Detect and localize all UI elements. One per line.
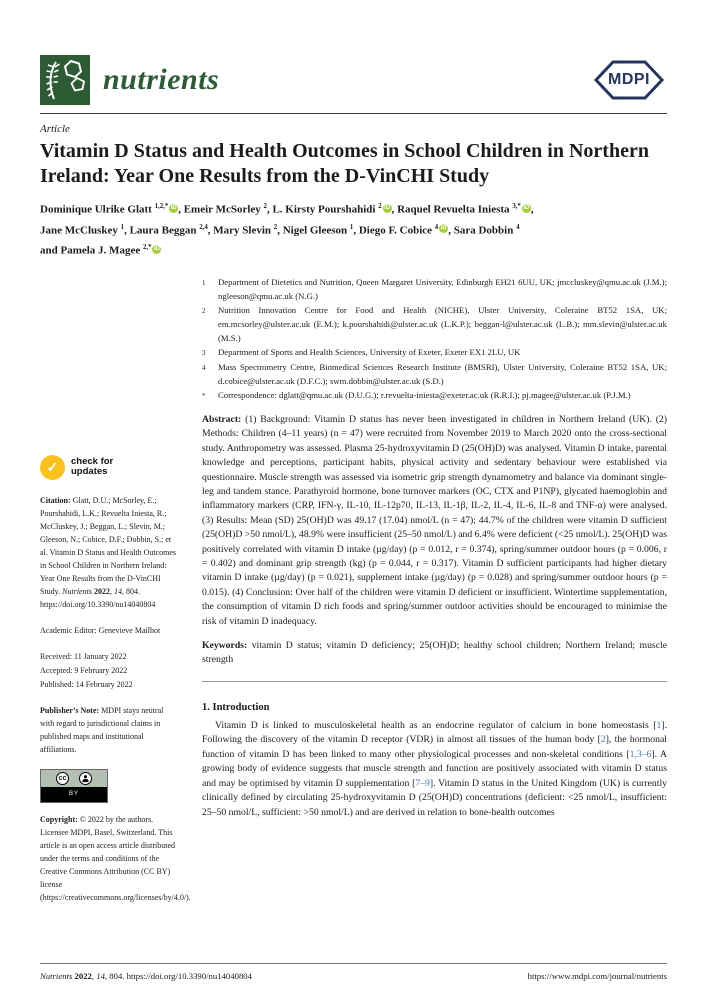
- check-icon: [40, 455, 65, 480]
- published-date: Published: 14 February 2022: [40, 679, 133, 689]
- orcid-icon[interactable]: iD: [153, 245, 160, 252]
- orcid-icon[interactable]: iD: [170, 204, 177, 211]
- journal-header: [40, 55, 667, 105]
- orcid-icon[interactable]: iD: [384, 204, 391, 211]
- check-for-updates-label: check for updates: [71, 456, 114, 478]
- cc-icons: [41, 770, 107, 787]
- left-sidebar: [40, 275, 191, 912]
- authors-line: Dominique Ulrike Glatt $^{1,2,*}$ iD , Emeir McSorley $^2$, L. Kirsty Pourshahidi $^2$ iD , Raquel Revuelta Iniesta $^{3,*}$ iD , Jane McCluskey $^1$, Laura Beggan $^{2,4}$, Mary Slevin $^2$, Nigel Gleeson $^1$, Diego F. Cobice $^4$ iD , Sara Dobbin $^4$ and Pamela J. Magee $^{2,*}$ iD: [40, 203, 534, 257]
- copyright-block: Copyright: © 2022 by the authors. Licensee MDPI, Basel, Switzerland. This article is an open access article distributed under the terms and conditions of the Creative Commons Attribution (CC BY) license (https://creativecommons.org/licenses/by/4.0/).: [40, 814, 191, 902]
- affiliation-number: 2: [202, 306, 206, 315]
- affiliation-item: 3 Department of Sports and Health Sciences, University of Exeter, Exeter EX1 2LU, UK: [202, 345, 667, 360]
- orcid-icon[interactable]: iD: [523, 204, 530, 211]
- publishers-note: Publisher’s Note: MDPI stays neutral with regard to jurisdictional claims in published maps and institutional affiliations.: [40, 705, 164, 754]
- reference-link[interactable]: 2: [600, 734, 606, 746]
- affiliation-item: 1 Department of Dietetics and Nutrition, Queen Margaret University, Edinburgh EH21 6UU, UK; jmccluskey@qmu.ac.uk (J.M.); ngleeson@qmu.ac.uk (N.G.): [202, 276, 667, 301]
- citation-block: Citation: Glatt, D.U.; McSorley, E.; Pourshahidi, L.K.; Revuelta Iniesta, R.; McCluskey, J.; Beggan, L.; Slevin, M.; Gleeson, N.; Cobice, D.F.; Dobbin, S.; et al. Vitamin D Status and Health Outcomes in School Children in Northern Ireland: Year One Results from the D-VinCHI Study. Nutrients 2022, 14, 804. https://doi.org/10.3390/nu14040804: [40, 495, 177, 609]
- footer-rule: [40, 963, 667, 964]
- footer-journal-url[interactable]: https://www.mdpi.com/journal/nutrients: [527, 971, 667, 981]
- affiliations-list: [202, 275, 667, 403]
- check-glyph: ✓: [46, 458, 59, 475]
- accepted-date: Accepted: 9 February 2022: [40, 665, 128, 675]
- received-date: Received: 11 January 2022: [40, 651, 127, 661]
- affiliation-item: 2 Nutrition Innovation Centre for Food and Health (NICHE), Ulster University, Coleraine BT52 1SA, UK; em.mcsorley@ulster.ac.uk (E.M.); k.pourshahidi@ulster.ac.uk (L.K.P.); beggan-l@ulster.ac.uk (L.B.); mm.slevin@ulster.ac.uk (M.S.): [202, 304, 667, 343]
- content-columns: [40, 275, 667, 912]
- affiliation-item: 4 Mass Spectrometry Centre, Biomedical Sciences Research Institute (BMSRI), Ulster University, Coleraine BT52 1SA, UK; d.cobice@ulster.ac.uk (D.F.C.); swm.dobbin@ulster.ac.uk (S.D.): [202, 361, 667, 386]
- reference-link[interactable]: 1,3–6: [629, 748, 652, 760]
- keywords-rule: [202, 681, 667, 682]
- cc-icon: cc: [56, 772, 69, 785]
- cc-by-label: BY: [41, 787, 107, 802]
- abstract: Abstract: (1) Background: Vitamin D status has never been investigated in children in Northern Ireland (UK). (2) Methods: Children (4–11 years) (n = 47) were recruited from November 2019 to March 2020 onto the cross-sectional study. Anthropometry was assessed. Plasma 25-hydroxyvitamin D (25(OH)D) was analysed. Vitamin D intake, parental knowledge and perceptions, participant habits, physical activity and sedentary behaviour were established via questionnaire. Muscle strength was assessed via isometric grip strength dynamometry and balance via dominant single-leg and tandem stance. Parathyroid hormone, bone turnover markers (OC, CTX and P1NP), glycated haemoglobin and inflammatory markers (CRP, IFN-γ, IL-10, IL-12p70, IL-13, IL-1β, IL-2, IL-4, IL-6, IL-8 and TNF-α) were analysed. (3) Results: Mean (SD) 25(OH)D was 49.17 (17.04) nmol/L (n = 47); 44.7% of the children were vitamin D sufficient (25(OH)D >50 nmol/L), 48.9% were insufficient (25–50 nmol/L) and 6.4% were deficient (<25 nmol/L). 25(OH)D was positively correlated with vitamin D intake (µg/day) (p = 0.012, r = 0.374), spring/summer outdoor hours (p = 0.006, r = 0.402) and dominant grip strength (kg) (p = 0.044, r = 0.317). Vitamin D sufficient participants had higher dietary vitamin D intake (µg/day) (p = 0.021), supplement intake (µg/day) (p = 0.028) and spring/summer outdoor hours (p = 0.015). (4) Conclusion: Over half of the children were vitamin D deficient or insufficient. Wintertime supplementation, the consumption of vitamin D rich foods and spring/summer outdoor activities should be encouraged to minimise the risk of vitamin D inadequacy.: [202, 413, 667, 627]
- footer-citation: Nutrients 2022, 14, 804. https://doi.org/10.3390/nu14040804: [40, 971, 252, 981]
- affiliation-number: 1: [202, 278, 206, 287]
- reference-link[interactable]: 1: [656, 719, 662, 731]
- introduction-paragraph: Vitamin D is linked to musculoskeletal health as an endocrine regulator of calcium in bone homeostasis [1]. Following the discovery of the vitamin D receptor (VDR) in almost all tissues of the human body [2], the hormonal function of vitamin D has been linked to many other physiological processes and non-skeletal conditions [1,3–6]. A growing body of evidence suggests that muscle strength and function are positively associated with vitamin D status and may be optimised by vitamin D supplementation [7–9]. Vitamin D status in the United Kingdom (UK) is currently clinically defined by circulating 25-hydroxyvitamin D (25(OH)D) concentrations (deficient: <25 nmol/L, insufficient: 25–50 nmol/L, sufficient: >50 nmol/L) and are derived in relation to bone-health outcomes: [202, 719, 668, 818]
- header-rule: [40, 113, 667, 114]
- article-title: Vitamin D Status and Health Outcomes in School Children in Northern Ireland: Year One Results from the D-VinCHI Study: [40, 140, 649, 187]
- mdpi-logo-text: MDPI: [608, 71, 650, 88]
- section-heading-introduction: 1. Introduction: [202, 701, 270, 713]
- page-footer: [40, 963, 667, 981]
- reference-link[interactable]: 7–9: [415, 777, 430, 789]
- academic-editor: Academic Editor: Genevieve Mailhot: [40, 625, 161, 635]
- nutrients-logo-icon: [40, 55, 90, 105]
- orcid-icon[interactable]: iD: [440, 225, 447, 232]
- affiliation-number: *: [202, 391, 206, 400]
- affiliation-number: 3: [202, 348, 206, 357]
- person-icon: [79, 772, 92, 785]
- mdpi-logo: [591, 59, 667, 101]
- affiliation-number: 4: [202, 363, 206, 372]
- article-type-label: Article: [40, 123, 70, 135]
- journal-name: nutrients: [103, 63, 220, 96]
- cc-by-license-badge[interactable]: [40, 769, 108, 803]
- affiliation-item: * Correspondence: dglatt@qmu.ac.uk (D.U.G.); r.revuelta-iniesta@exeter.ac.uk (R.R.I.); pj.magee@ulster.ac.uk (P.J.M.): [202, 388, 667, 403]
- main-column: [202, 275, 667, 912]
- check-for-updates-badge[interactable]: [40, 455, 178, 480]
- keywords: Keywords: vitamin D status; vitamin D deficiency; 25(OH)D; healthy school children; Northern Ireland; muscle strength: [202, 640, 667, 666]
